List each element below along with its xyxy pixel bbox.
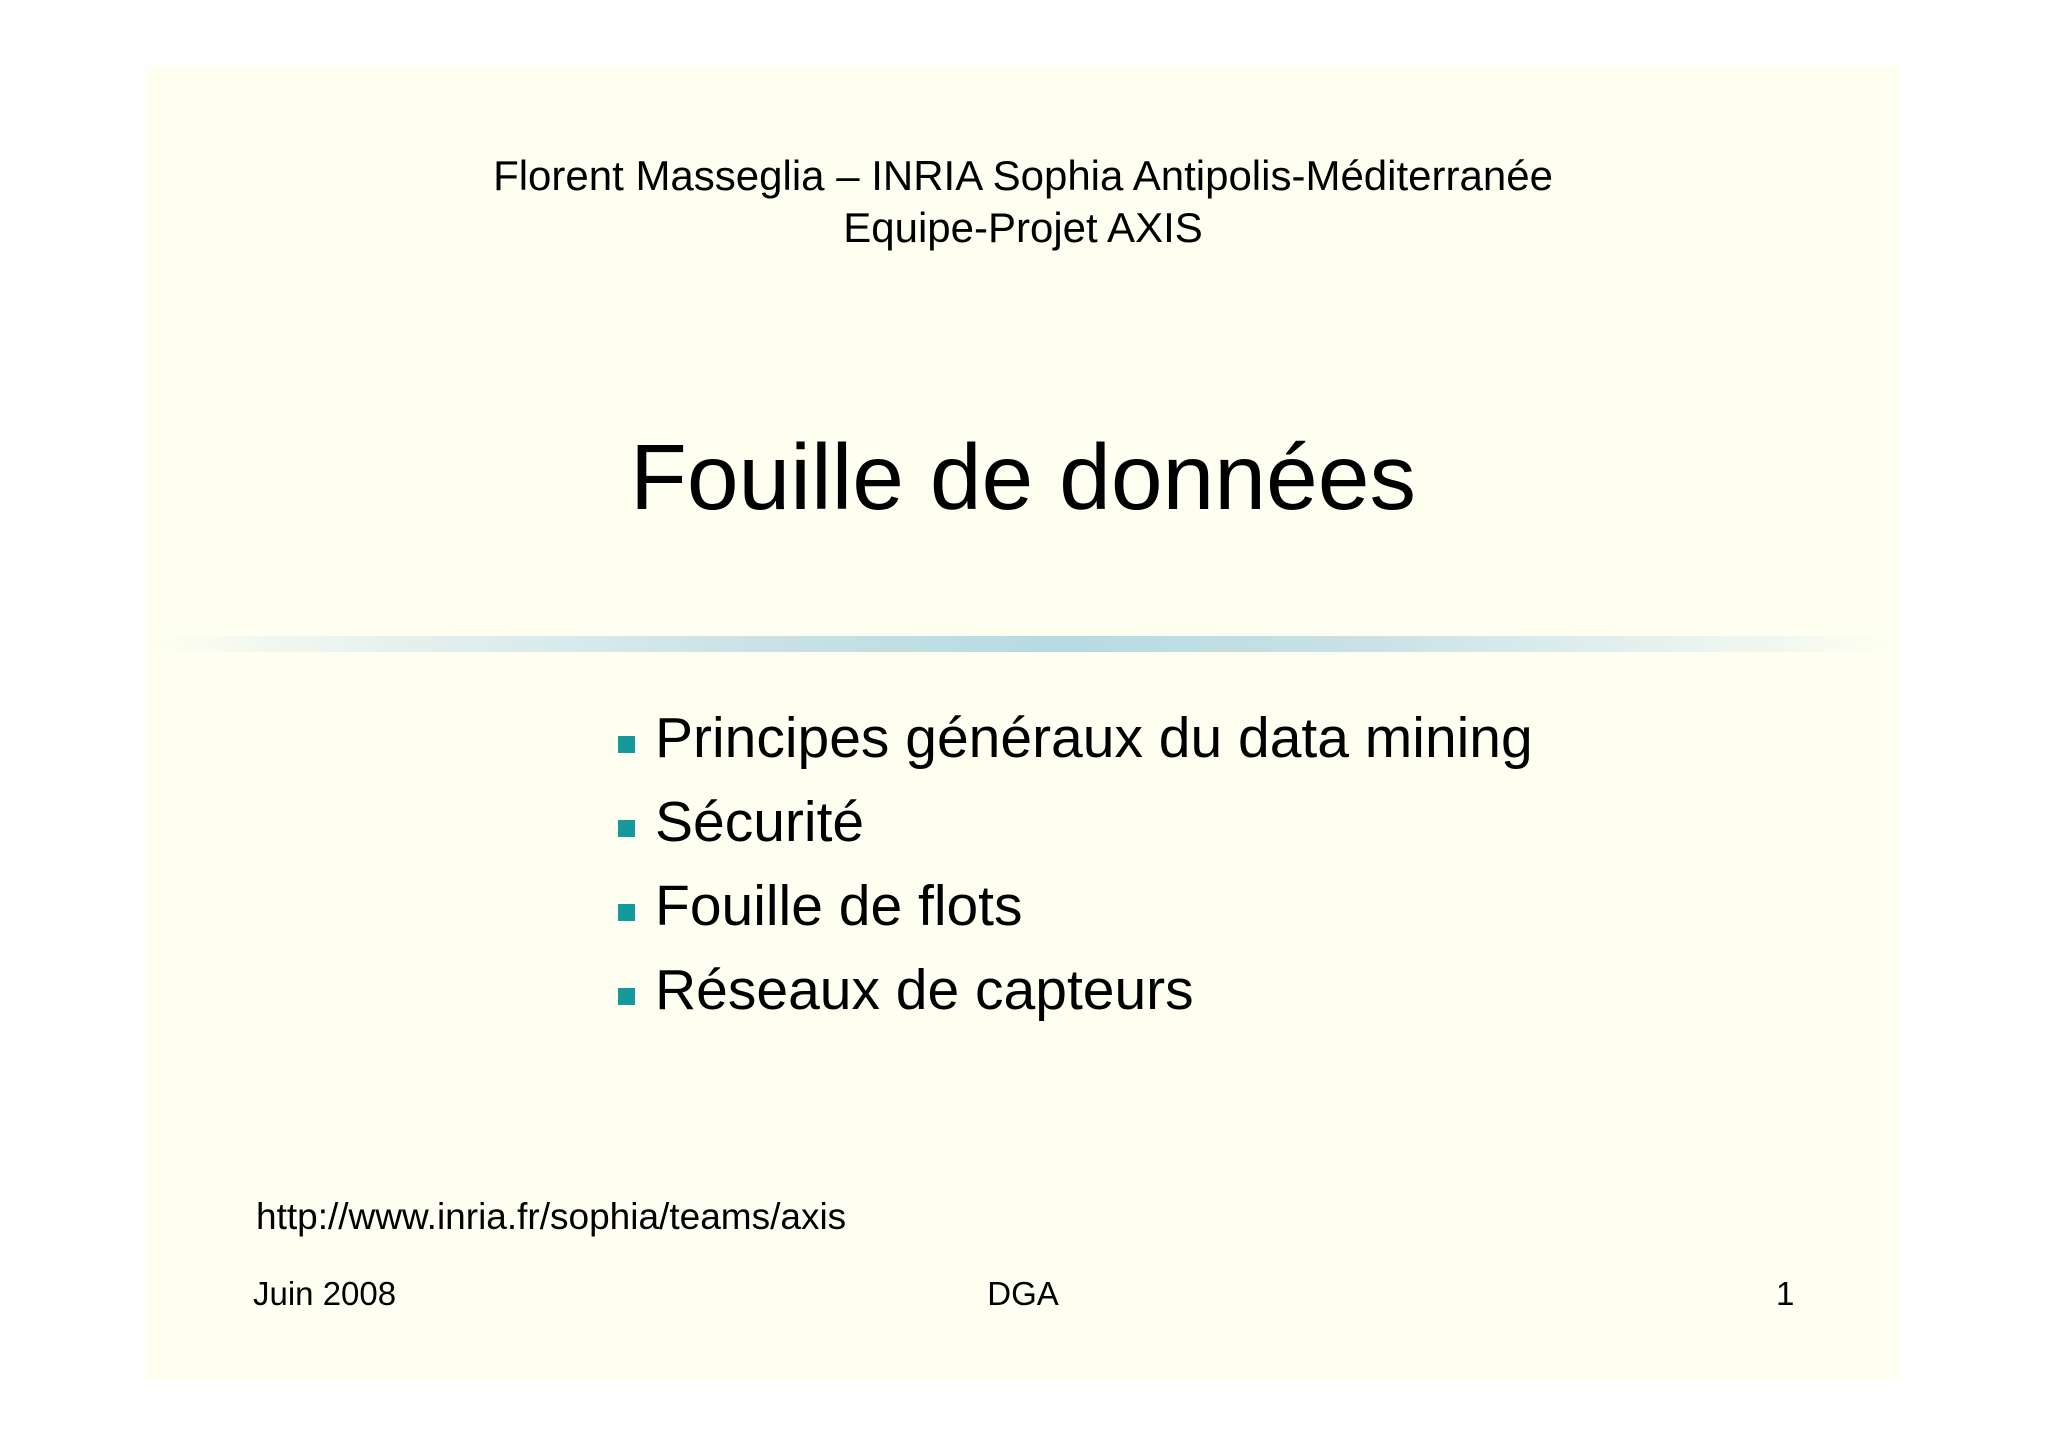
footer-organization: DGA	[987, 1275, 1059, 1312]
list-item	[618, 864, 1533, 948]
square-bullet-icon	[618, 736, 635, 753]
list-item	[618, 948, 1533, 1032]
slide	[146, 66, 1900, 1380]
list-item	[618, 780, 1533, 864]
list-item-text: Principes généraux du data mining	[655, 706, 1533, 770]
square-bullet-icon	[618, 820, 635, 837]
page-number: 1	[1776, 1275, 1795, 1312]
title-divider	[146, 636, 1900, 652]
list-item	[618, 696, 1533, 780]
footer-date: Juin 2008	[253, 1275, 397, 1312]
list-item-text: Fouille de flots	[655, 874, 1023, 938]
topic-list	[618, 696, 1533, 1032]
square-bullet-icon	[618, 904, 635, 921]
team-line: Equipe-Projet AXIS	[843, 204, 1203, 251]
author-line: Florent Masseglia – INRIA Sophia Antipolis-Méditerranée	[493, 152, 1553, 199]
slide-title: Fouille de données	[630, 425, 1416, 529]
square-bullet-icon	[618, 988, 635, 1005]
list-item-text: Sécurité	[655, 790, 865, 854]
team-url: http://www.inria.fr/sophia/teams/axis	[256, 1196, 847, 1237]
list-item-text: Réseaux de capteurs	[655, 958, 1194, 1022]
